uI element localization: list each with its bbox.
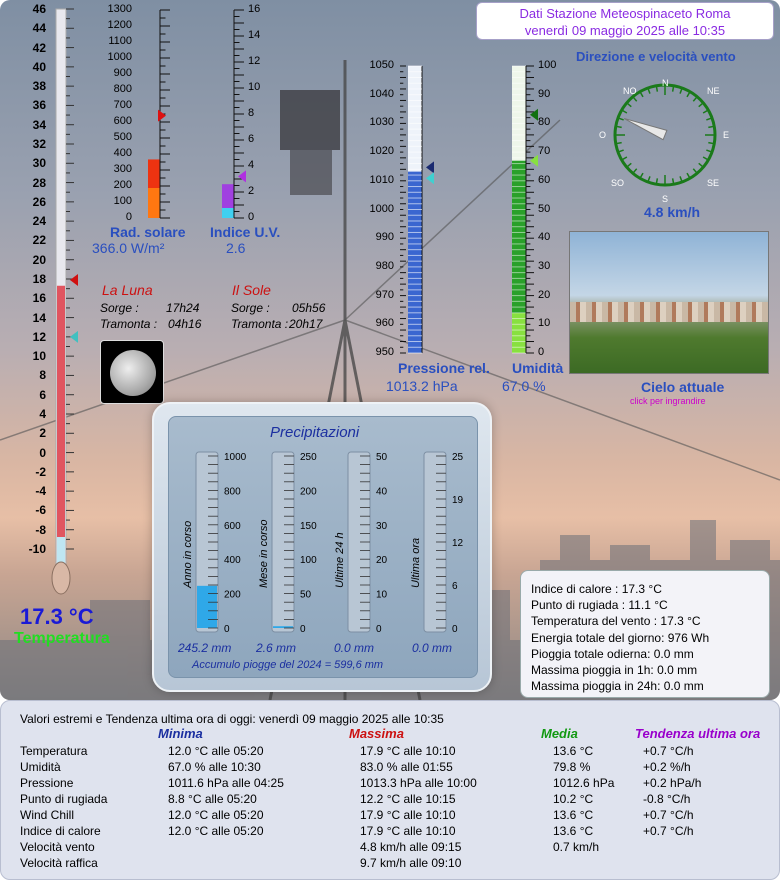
info-rain-max-1h: Massima pioggia in 1h: 0.0 mm [531, 663, 698, 678]
temperature-tick-label: 30 [32, 156, 46, 171]
uv-value: 2.6 [226, 240, 246, 256]
uv-tick-label: 16 [248, 3, 261, 15]
extremes-cell-name: Pressione [20, 776, 74, 790]
pressure-gauge [400, 0, 440, 360]
extremes-cell-max: 1013.3 hPa alle 10:00 [360, 776, 477, 790]
pressure-max-marker [426, 161, 434, 173]
info-rain-today: Pioggia totale odierna: 0.0 mm [531, 646, 694, 661]
extremes-cell-trend: +0.2 %/h [643, 760, 691, 774]
sun-set-label: Tramonta : [231, 317, 289, 331]
humidity-min-marker [530, 155, 538, 167]
temperature-value: 17.3 °C [20, 604, 94, 629]
temperature-tick-label: 40 [32, 59, 46, 74]
compass-s: S [662, 194, 669, 204]
compass-tick [699, 103, 704, 107]
extremes-cell-min: 12.0 °C alle 05:20 [168, 808, 264, 822]
compass-tick [693, 97, 697, 102]
thermometer-bulb [52, 562, 70, 594]
solar-tick-label: 100 [113, 195, 132, 207]
precip-gauge-value: 0.0 mm [412, 641, 453, 655]
moon-rise-label: Sorge : [100, 301, 139, 315]
humidity-label: Umidità [512, 360, 564, 376]
precip-tick-label: 0 [376, 624, 382, 635]
temperature-tick-label: 42 [32, 40, 46, 55]
precip-tick-label: 25 [452, 452, 464, 463]
humidity-tick-label: 10 [538, 317, 551, 330]
compass-tick [616, 126, 622, 127]
precip-tick-label: 50 [376, 452, 388, 463]
uv-gauge [214, 0, 254, 230]
uv-tick-label: 14 [248, 29, 261, 41]
precip-gauge-name: Ultima ora [410, 537, 422, 588]
temperature-tick-label: 36 [32, 98, 46, 113]
temperature-tick-label: -6 [35, 503, 46, 518]
extremes-cell-max: 17.9 °C alle 10:10 [360, 808, 456, 822]
pressure-tick-label: 1040 [369, 87, 394, 100]
precip-tick-label: 12 [452, 538, 464, 549]
wind-title: Direzione e velocità vento [576, 49, 736, 64]
sun-set: 20h17 [289, 317, 323, 331]
moon-rise: 17h24 [166, 301, 200, 315]
sensor-box [280, 90, 340, 150]
solar-tick-label: 1200 [107, 19, 132, 31]
precip-tick-label: 0 [300, 624, 306, 635]
precip-tick-label: 30 [376, 520, 388, 532]
humidity-tick-label: 40 [538, 231, 551, 244]
extremes-cell-name: Velocità vento [20, 840, 95, 854]
info-wind-temp: Temperatura del vento : 17.3 °C [531, 614, 701, 629]
station-name: Dati Stazione Meteospinaceto Roma [519, 6, 731, 21]
extremes-cell-trend: -0.8 °C/h [643, 792, 691, 806]
extremes-cell-max: 17.9 °C alle 10:10 [360, 744, 456, 758]
precip-tick-label: 200 [300, 486, 317, 498]
temperature-tick-label: 28 [32, 175, 46, 190]
extremes-cell-max: 9.7 km/h alle 09:10 [360, 856, 462, 870]
compass-o: O [599, 130, 607, 140]
temperature-tick-label: 24 [32, 214, 46, 229]
uv-tick-label: 4 [248, 159, 255, 171]
pressure-tick-label: 1020 [369, 145, 394, 158]
compass-tick [633, 169, 637, 174]
temperature-max-marker [70, 274, 78, 286]
humidity-tick-label: 100 [538, 59, 557, 71]
solar-tick-label: 500 [113, 131, 132, 143]
sun-title: Il Sole [232, 282, 271, 298]
compass-ne: NE [707, 86, 720, 96]
solar-tick-label: 0 [125, 211, 132, 223]
compass-n: N [662, 78, 669, 88]
uv-tick-label: 10 [248, 81, 261, 93]
humidity-tick-label: 0 [538, 346, 545, 358]
extremes-cell-min: 1011.6 hPa alle 04:25 [168, 776, 284, 790]
humidity-tick-label: 90 [538, 87, 551, 100]
temperature-tick-label: -2 [35, 464, 46, 479]
info-rain-max-24h: Massima pioggia in 24h: 0.0 mm [531, 679, 704, 694]
humidity-tick-label: 80 [538, 116, 551, 129]
compass-tick [656, 178, 657, 184]
extremes-cell-avg: 13.6 °C [553, 824, 594, 838]
header-trend: Tendenza ultima ora [635, 726, 761, 741]
precip-gauge-value: 2.6 mm [256, 641, 297, 655]
compass-tick [627, 163, 632, 167]
temperature-caption: Temperatura [14, 630, 110, 647]
humidity-max-marker [530, 109, 538, 121]
header-avg: Media [541, 726, 578, 741]
wind-value: 4.8 km/h [644, 204, 701, 220]
solar-label: Rad. solare [110, 224, 186, 240]
compass-tick [693, 169, 697, 174]
extremes-cell-trend: +0.7 °C/h [643, 824, 694, 838]
temperature-tick-label: -4 [35, 484, 46, 499]
humidity-tick-label: 50 [538, 202, 551, 215]
compass-tick [673, 86, 674, 92]
temperature-tick-label: 38 [32, 79, 46, 94]
uv-tick-label: 12 [248, 55, 261, 67]
temperature-tick-label: 4 [39, 407, 46, 421]
solar-tick-label: 1100 [108, 35, 132, 47]
solar-max-marker [158, 110, 166, 122]
extremes-cell-max: 83.0 % alle 01:55 [360, 760, 453, 774]
compass-tick [656, 86, 657, 92]
temperature-tick-label: 46 [32, 2, 46, 16]
info-heat-index: Indice di calore : 17.3 °C [531, 582, 662, 596]
extremes-cell-name: Umidità [20, 760, 61, 774]
moon-icon [110, 350, 156, 396]
precip-tick-label: 0 [224, 624, 230, 635]
extremes-cell-avg: 13.6 °C [553, 744, 594, 758]
temperature-tick-label: 26 [32, 194, 46, 209]
precip-tick-label: 19 [452, 495, 464, 506]
pressure-fill [408, 172, 422, 353]
pressure-value: 1013.2 hPa [386, 378, 458, 394]
extremes-cell-avg: 1012.6 hPa [553, 776, 615, 790]
pressure-tick-label: 1030 [369, 116, 394, 129]
temperature-tick-label: 0 [39, 445, 46, 460]
uv-fill-low [222, 208, 234, 218]
temperature-tick-label: 14 [32, 310, 46, 325]
info-energy: Energia totale del giorno: 976 Wh [531, 630, 710, 645]
precip-tick-label: 50 [300, 589, 312, 601]
temperature-tick-label: 6 [39, 387, 46, 402]
extremes-cell-trend: +0.2 hPa/h [643, 776, 702, 790]
extremes-cell-min: 8.8 °C alle 05:20 [168, 792, 257, 806]
sun-rise-label: Sorge : [231, 301, 270, 315]
pressure-tick-label: 950 [375, 346, 394, 358]
sky-label: Cielo attuale [641, 379, 725, 395]
sky-photo[interactable] [569, 231, 769, 374]
precip-gauge-name: Mese in corso [258, 519, 270, 588]
sun-rise: 05h56 [292, 301, 326, 315]
temperature-min-marker [70, 331, 78, 343]
precip-tick-label: 150 [300, 520, 317, 532]
extremes-cell-max: 12.2 °C alle 10:15 [360, 792, 456, 806]
extremes-cell-avg: 10.2 °C [553, 792, 594, 806]
solar-tick-label: 800 [113, 83, 132, 95]
station-datetime: venerdì 09 maggio 2025 alle 10:35 [524, 23, 726, 38]
temperature-tick-label: 10 [32, 349, 46, 364]
precip-fill [197, 586, 217, 628]
solar-tick-label: 700 [113, 99, 132, 111]
header-max: Massima [349, 726, 404, 741]
precip-tick-label: 800 [224, 486, 241, 498]
temperature-tick-label: -8 [35, 522, 46, 537]
extremes-cell-name: Wind Chill [20, 808, 75, 822]
temperature-tick-label: 22 [32, 233, 46, 248]
humidity-tick-label: 70 [538, 145, 551, 158]
moon-set-label: Tramonta : [100, 317, 158, 331]
compass-tick [627, 103, 632, 107]
precip-tick-label: 600 [224, 520, 241, 532]
precip-tick-label: 250 [300, 452, 317, 463]
uv-tick-label: 8 [248, 107, 255, 119]
solar-tick-label: 600 [113, 115, 132, 127]
precip-tick-label: 1000 [224, 452, 247, 463]
compass-tick [633, 97, 637, 102]
precip-tick-label: 200 [224, 589, 241, 601]
extremes-cell-trend: +0.7 °C/h [643, 808, 694, 822]
uv-tick-label: 0 [248, 211, 255, 223]
temperature-tick-label: -10 [28, 542, 46, 556]
solar-tick-label: 1300 [107, 3, 132, 15]
extremes-cell-name: Temperatura [20, 744, 88, 758]
precip-tick-label: 20 [376, 555, 388, 567]
extremes-cell-max: 17.9 °C alle 10:10 [360, 824, 456, 838]
temperature-tick-label: 20 [32, 252, 46, 267]
pressure-tick-label: 990 [375, 231, 394, 244]
humidity-gauge [506, 0, 546, 360]
compass-se: SE [707, 178, 720, 188]
compass-no: NO [623, 86, 637, 96]
extremes-panel [0, 700, 780, 880]
temperature-tick-label: 16 [32, 291, 46, 306]
uv-tick-label: 6 [248, 133, 255, 145]
compass-so: SO [611, 178, 625, 188]
extremes-cell-min: 12.0 °C alle 05:20 [168, 744, 264, 758]
solar-tick-label: 900 [113, 67, 132, 79]
extremes-cell-avg: 0.7 km/h [553, 840, 600, 854]
compass-tick [708, 143, 714, 144]
temperature-tick-label: 18 [32, 272, 46, 286]
precipitation-total: Accumulo piogge del 2024 = 599,6 mm [192, 659, 384, 671]
pressure-tick-label: 980 [375, 259, 394, 272]
wind-arrow [624, 119, 667, 140]
extremes-cell-name: Indice di calore [20, 824, 101, 838]
precipitation-title: Precipitazioni [270, 424, 360, 441]
extremes-title: Valori estremi e Tendenza ultima ora di oggi: venerdì 09 maggio 2025 alle 10:35 [20, 712, 444, 726]
header-min: Minima [158, 726, 203, 741]
precip-tick-label: 10 [376, 589, 388, 601]
pressure-tick-label: 960 [375, 317, 394, 330]
extremes-cell-name: Punto di rugiada [20, 792, 108, 806]
precip-tick-label: 100 [300, 555, 317, 567]
moon-set: 04h16 [168, 317, 202, 331]
pressure-tick-label: 970 [375, 288, 394, 301]
extremes-cell-min: 12.0 °C alle 05:20 [168, 824, 264, 838]
solar-tick-label: 200 [113, 179, 132, 191]
precip-gauge-name: Anno in corso [182, 520, 194, 588]
precip-gauge-name: Ultime 24 h [334, 532, 346, 588]
compass-tick [616, 143, 622, 144]
extremes-cell-avg: 79.8 % [553, 760, 591, 774]
temperature-tick-label: 8 [39, 368, 46, 383]
precip-gauge-value: 0.0 mm [334, 641, 375, 655]
pressure-min-marker [426, 172, 434, 184]
temperature-tick-label: 2 [39, 426, 46, 441]
solar-tick-label: 300 [113, 163, 132, 175]
compass-tick [673, 178, 674, 184]
moon-title: La Luna [102, 282, 153, 298]
solar-value: 366.0 W/m² [92, 240, 165, 256]
temperature-thermometer [50, 0, 80, 600]
temperature-tick-label: 12 [32, 329, 46, 344]
moon-image [100, 340, 164, 404]
extremes-cell-max: 4.8 km/h alle 09:15 [360, 840, 462, 854]
solar-gauge [138, 0, 178, 230]
pressure-tick-label: 1010 [369, 173, 394, 186]
humidity-tick-label: 60 [538, 173, 551, 186]
pressure-label: Pressione rel. [398, 360, 490, 376]
info-box [520, 570, 770, 698]
uv-tick-label: 2 [248, 185, 255, 197]
temperature-tick-label: 32 [32, 137, 46, 151]
extremes-cell-min: 67.0 % alle 10:30 [168, 760, 261, 774]
extremes-cell-trend: +0.7 °C/h [643, 744, 694, 758]
precip-gauge-value: 245.2 mm [178, 641, 232, 655]
solar-tick-label: 1000 [107, 51, 132, 63]
info-dew-point: Punto di rugiada : 11.1 °C [531, 598, 668, 613]
extremes-cell-avg: 13.6 °C [553, 808, 594, 822]
humidity-tick-label: 30 [538, 259, 551, 272]
precip-tick-label: 0 [452, 624, 458, 635]
pressure-tick-label: 1000 [369, 202, 394, 215]
thermometer-fill [57, 286, 65, 569]
compass-tick [708, 126, 714, 127]
solar-tick-label: 400 [113, 147, 132, 159]
humidity-value: 67.0 % [502, 378, 546, 394]
precip-tick-label: 6 [452, 581, 458, 592]
precipitation-panel [152, 402, 492, 692]
pressure-tick-label: 1050 [369, 59, 394, 71]
wind-compass [610, 80, 720, 190]
compass-tick [699, 163, 704, 167]
compass-e: E [723, 130, 730, 140]
city-strip [570, 302, 769, 322]
precip-tick-label: 400 [224, 555, 241, 567]
sky-enlarge-link[interactable]: click per ingrandire [630, 396, 706, 406]
solar-fill-low [148, 188, 160, 218]
precipitation-gauges [154, 404, 494, 694]
extremes-cell-name: Velocità raffica [20, 856, 98, 870]
humidity-tick-label: 20 [538, 288, 551, 301]
temperature-tick-label: 34 [32, 117, 46, 132]
uv-label: Indice U.V. [210, 224, 281, 240]
temperature-tick-label: 44 [32, 21, 46, 36]
precip-tick-label: 40 [376, 486, 388, 498]
